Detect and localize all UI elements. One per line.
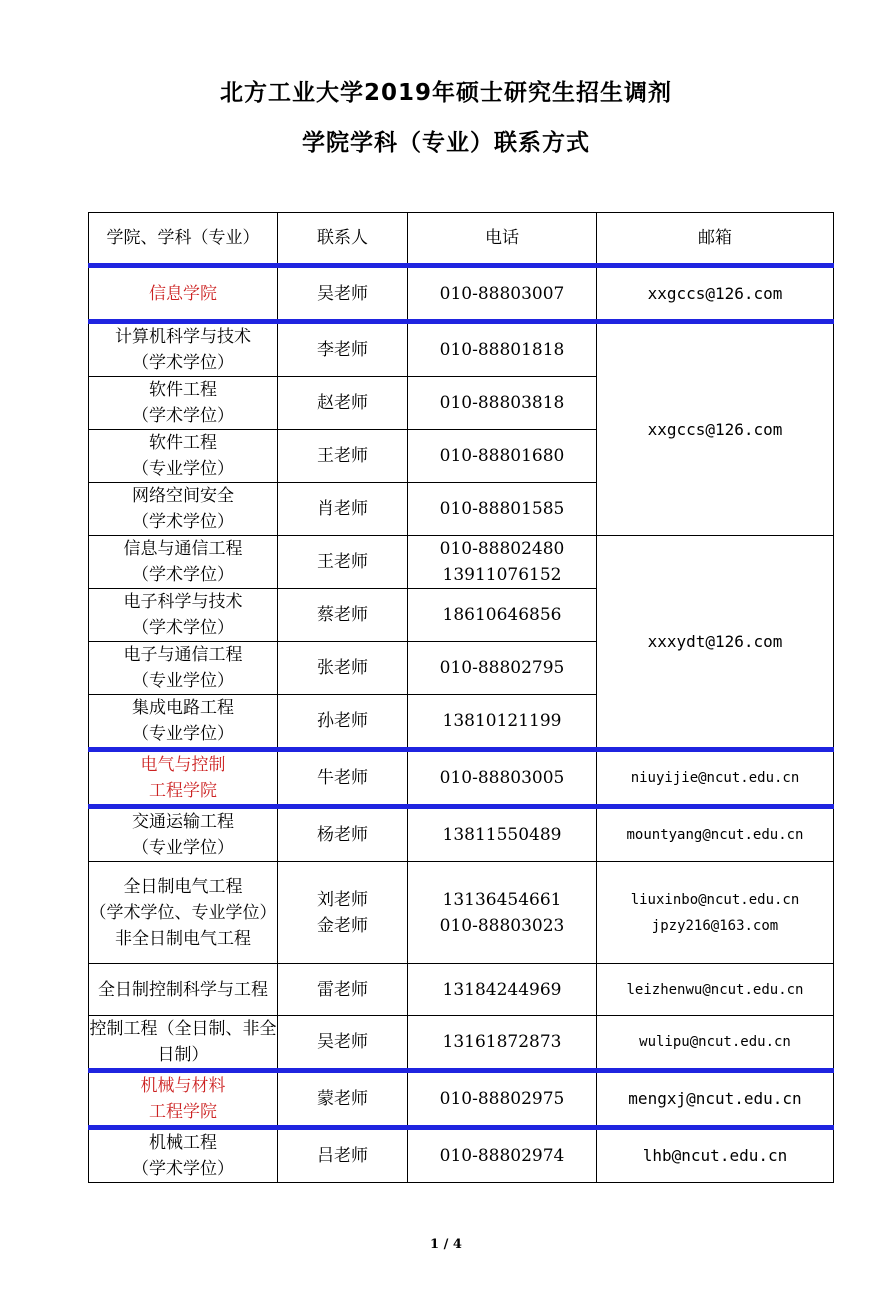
college-name: 信息学院 bbox=[89, 266, 278, 322]
phone-primary: 13136454661 bbox=[442, 889, 562, 910]
phone-number: 010-88803007 bbox=[408, 266, 597, 322]
contact-name: 孙老师 bbox=[278, 695, 408, 750]
program-name bbox=[89, 589, 278, 642]
program-name bbox=[89, 377, 278, 430]
header-email: 邮箱 bbox=[597, 213, 834, 266]
contact-secondary: 金老师 bbox=[317, 915, 368, 936]
email-address[interactable]: wulipu@ncut.edu.cn bbox=[597, 1016, 834, 1071]
degree-type: （学术学位） bbox=[132, 512, 234, 532]
degree-type: （专业学位） bbox=[132, 724, 234, 744]
degree-type: （学术学位） bbox=[132, 406, 234, 426]
program-name bbox=[89, 322, 278, 377]
phone-secondary: 010-88803023 bbox=[439, 915, 565, 936]
college-title: 电气与控制 bbox=[140, 755, 226, 775]
program-name: 全日制控制科学与工程 bbox=[89, 964, 278, 1016]
email-address[interactable]: xxgccs@126.com bbox=[597, 322, 834, 536]
table-row bbox=[89, 750, 834, 807]
phone-secondary: 13911076152 bbox=[442, 565, 562, 585]
program-name bbox=[89, 536, 278, 589]
college-name bbox=[89, 750, 278, 807]
contact-name: 蒙老师 bbox=[278, 1071, 408, 1128]
program-title: 信息与通信工程 bbox=[123, 539, 243, 559]
email-address[interactable]: leizhenwu@ncut.edu.cn bbox=[597, 964, 834, 1016]
table-row bbox=[89, 1016, 834, 1071]
email-address[interactable] bbox=[597, 862, 834, 964]
contact-name: 牛老师 bbox=[278, 750, 408, 807]
college-title-line2: 工程学院 bbox=[149, 1102, 217, 1122]
program-title: 全日制电气工程 bbox=[123, 876, 243, 897]
degree-type: （专业学位） bbox=[132, 838, 234, 858]
degree-type: （学术学位） bbox=[132, 1159, 234, 1179]
program-name bbox=[89, 1128, 278, 1183]
document-title: 北方工业大学2019年硕士研究生招生调剂 bbox=[219, 80, 672, 106]
email-address[interactable]: lhb@ncut.edu.cn bbox=[597, 1128, 834, 1183]
header-phone: 电话 bbox=[408, 213, 597, 266]
contact-name bbox=[278, 862, 408, 964]
college-title-line2: 工程学院 bbox=[149, 781, 217, 801]
contact-name: 雷老师 bbox=[278, 964, 408, 1016]
email-address[interactable]: niuyijie@ncut.edu.cn bbox=[597, 750, 834, 807]
program-name bbox=[89, 862, 278, 964]
phone-number: 010-88801585 bbox=[408, 483, 597, 536]
phone-number: 010-88801680 bbox=[408, 430, 597, 483]
email-address[interactable]: xxxydt@126.com bbox=[597, 536, 834, 750]
contact-name: 赵老师 bbox=[278, 377, 408, 430]
phone-number: 13161872873 bbox=[408, 1016, 597, 1071]
email-address[interactable]: xxgccs@126.com bbox=[597, 266, 834, 322]
program-title: 电子科学与技术 bbox=[123, 592, 243, 612]
phone-number: 010-88802975 bbox=[408, 1071, 597, 1128]
degree-type: （学术学位） bbox=[132, 565, 234, 585]
table-header-row bbox=[89, 213, 834, 266]
program-name bbox=[89, 807, 278, 862]
degree-type: （学术学位） bbox=[132, 353, 234, 373]
contact-name: 吴老师 bbox=[278, 266, 408, 322]
document-subtitle: 学院学科（专业）联系方式 bbox=[302, 130, 590, 156]
phone-number: 010-88803005 bbox=[408, 750, 597, 807]
phone-number bbox=[408, 536, 597, 589]
table-row bbox=[89, 862, 834, 964]
program-title: 软件工程 bbox=[149, 433, 217, 453]
program-name: 控制工程（全日制、非全日制） bbox=[89, 1016, 278, 1071]
degree-type: （学术学位、专业学位） bbox=[89, 902, 277, 923]
phone-number: 18610646856 bbox=[408, 589, 597, 642]
contact-name: 王老师 bbox=[278, 430, 408, 483]
page-number: 1 / 4 bbox=[430, 1237, 462, 1252]
program-title: 软件工程 bbox=[149, 380, 217, 400]
degree-type: （专业学位） bbox=[132, 459, 234, 479]
program-title: 网络空间安全 bbox=[132, 486, 234, 506]
program-title: 机械工程 bbox=[149, 1133, 217, 1153]
program-title: 交通运输工程 bbox=[132, 812, 234, 832]
program-title-2: 非全日制电气工程 bbox=[115, 928, 251, 949]
degree-type: （学术学位） bbox=[132, 618, 234, 638]
table-row bbox=[89, 807, 834, 862]
phone-number: 13811550489 bbox=[408, 807, 597, 862]
phone-number: 010-88802974 bbox=[408, 1128, 597, 1183]
contact-name: 杨老师 bbox=[278, 807, 408, 862]
program-title: 电子与通信工程 bbox=[123, 645, 243, 665]
email-secondary[interactable]: jpzy216@163.com bbox=[651, 917, 779, 934]
phone-number: 010-88801818 bbox=[408, 322, 597, 377]
contact-name: 王老师 bbox=[278, 536, 408, 589]
program-name bbox=[89, 483, 278, 536]
email-address[interactable]: mountyang@ncut.edu.cn bbox=[597, 807, 834, 862]
table-row bbox=[89, 1128, 834, 1183]
header-unit: 学院、学科（专业） bbox=[89, 213, 278, 266]
table-row bbox=[89, 266, 834, 322]
program-title: 计算机科学与技术 bbox=[115, 327, 251, 347]
email-address[interactable]: mengxj@ncut.edu.cn bbox=[597, 1071, 834, 1128]
college-name bbox=[89, 1071, 278, 1128]
phone-number: 010-88802795 bbox=[408, 642, 597, 695]
phone-number: 13810121199 bbox=[408, 695, 597, 750]
email-primary[interactable]: liuxinbo@ncut.edu.cn bbox=[630, 891, 800, 908]
program-title: 集成电路工程 bbox=[132, 698, 234, 718]
program-name bbox=[89, 430, 278, 483]
phone-number: 13184244969 bbox=[408, 964, 597, 1016]
contact-name: 李老师 bbox=[278, 322, 408, 377]
phone-primary: 010-88802480 bbox=[439, 539, 565, 559]
program-name bbox=[89, 642, 278, 695]
contact-name: 肖老师 bbox=[278, 483, 408, 536]
contact-primary: 刘老师 bbox=[317, 889, 368, 910]
table-row bbox=[89, 1071, 834, 1128]
phone-number bbox=[408, 862, 597, 964]
phone-number: 010-88803818 bbox=[408, 377, 597, 430]
degree-type: （专业学位） bbox=[132, 671, 234, 691]
contact-name: 张老师 bbox=[278, 642, 408, 695]
contact-name: 吕老师 bbox=[278, 1128, 408, 1183]
contact-name: 蔡老师 bbox=[278, 589, 408, 642]
program-name bbox=[89, 695, 278, 750]
college-title: 机械与材料 bbox=[140, 1076, 226, 1096]
table-row bbox=[89, 964, 834, 1016]
contact-table bbox=[88, 212, 834, 1183]
table-row bbox=[89, 536, 834, 589]
table-row bbox=[89, 322, 834, 377]
contact-name: 吴老师 bbox=[278, 1016, 408, 1071]
header-contact: 联系人 bbox=[278, 213, 408, 266]
